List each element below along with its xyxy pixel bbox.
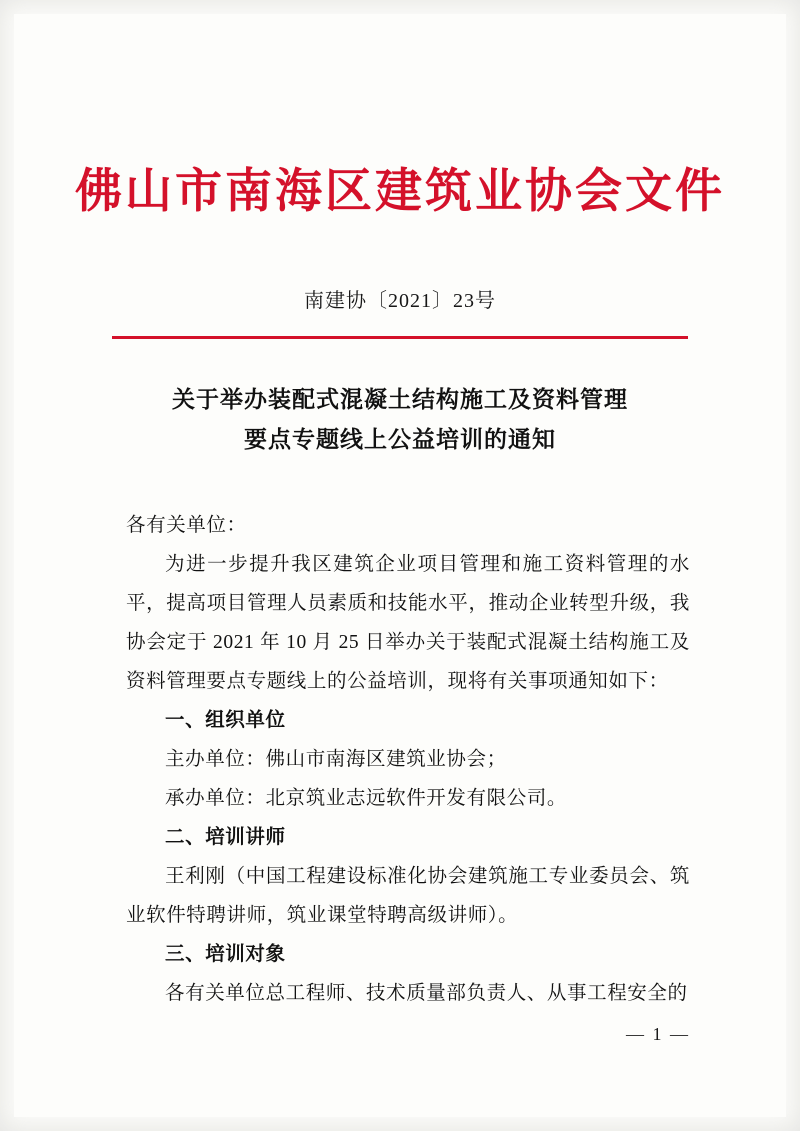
heading-lecturer: 二、培训讲师 [165,827,286,848]
intro-paragraph: 为进一步提升我区建筑企业项目管理和施工资料管理的水平，提高项目管理人员素质和技能水平，推动企业转型升级，我协会定于 2021 年 10 月 25 日举办关于装配式混凝土结构施工及资料管理要点专题线上的公益培训，现将有关事项通知如下： [126,554,690,692]
subject-line-2: 要点专题线上公益培训的通知 [244,427,556,453]
subject-line-1: 关于举办装配式混凝土结构施工及资料管理 [172,387,628,412]
page-number: — 1 — [626,1024,690,1044]
red-divider-rule [112,336,688,339]
lecturer-info: 王利刚（中国工程建设标准化协会建筑施工专业委员会、筑业软件特聘讲师，筑业课堂特聘高级讲师）。 [126,866,690,926]
organizer-host: 主办单位：佛山市南海区建筑业协会； [165,749,507,770]
heading-organizers: 一、组织单位 [165,710,286,731]
document-number: 南建协〔2021〕23号 [304,290,496,312]
salutation: 各有关单位： [126,515,247,536]
organizer-co: 承办单位：北京筑业志远软件开发有限公司。 [165,788,568,809]
document-subject [124,380,676,461]
paper-surface [14,14,786,1117]
heading-audience: 三、培训对象 [165,944,286,965]
document-body [126,506,690,1013]
audience-info: 各有关单位总工程师、技术质量部负责人、从事工程安全的 [165,983,688,1004]
page-title: 佛山市南海区建筑业协会文件 [75,164,725,219]
